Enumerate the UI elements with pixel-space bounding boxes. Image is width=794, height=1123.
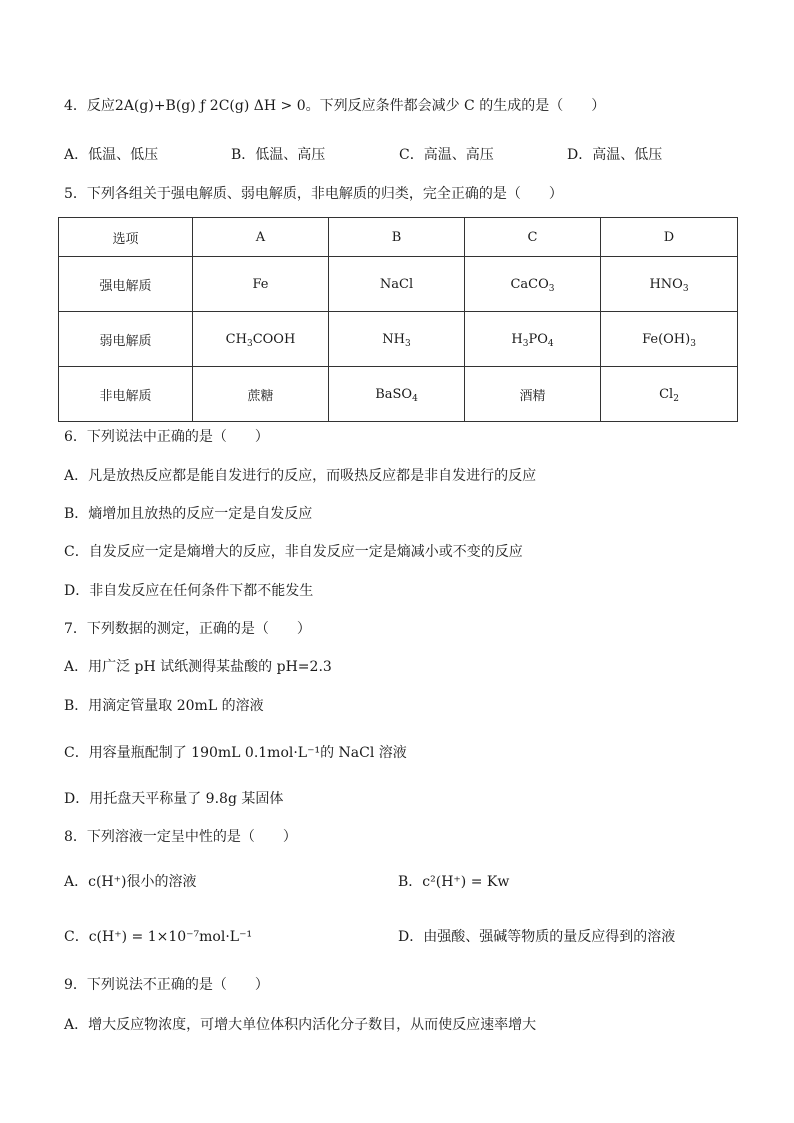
- q8-option-b: B．c²(H⁺) = Kw: [398, 874, 510, 890]
- question-9-stem: 9．下列说法不正确的是（ ）: [64, 977, 269, 993]
- table-cell: $Fe(OH)_3$: [601, 312, 738, 367]
- question-8-stem: 8．下列溶液一定呈中性的是（ ）: [64, 829, 297, 845]
- question-5-stem: 5．下列各组关于强电解质、弱电解质，非电解质的归类，完全正确的是（ ）: [64, 186, 563, 202]
- table-cell: 蔗糖: [193, 367, 329, 422]
- q4-option-c: C．高温、高压: [399, 147, 494, 163]
- table-cell: $H_3PO_4$: [465, 312, 601, 367]
- q8-option-c: C．c(H⁺) = 1×10⁻⁷mol·L⁻¹: [64, 929, 253, 945]
- header-cell: 选项: [59, 218, 193, 257]
- table-row: [59, 367, 738, 422]
- q4-option-b: B．低温、高压: [231, 147, 326, 163]
- row-label: 强电解质: [59, 257, 193, 312]
- table-row: [59, 312, 738, 367]
- q6-option-d: D．非自发反应在任何条件下都不能发生: [64, 583, 314, 599]
- q6-option-a: A．凡是放热反应都是能自发进行的反应，而吸热反应都是非自发进行的反应: [64, 468, 537, 484]
- q6-option-b: B．熵增加且放热的反应一定是自发反应: [64, 506, 313, 522]
- table-cell: $HNO_3$: [601, 257, 738, 312]
- table-cell: Fe: [193, 257, 329, 312]
- header-cell: A: [193, 218, 329, 257]
- table-cell: CaCO$_3$: [465, 257, 601, 312]
- q7-option-d: D．用托盘天平称量了 9.8g 某固体: [64, 791, 284, 807]
- q8-option-d: D．由强酸、强碱等物质的量反应得到的溶液: [398, 929, 676, 945]
- question-7-stem: 7．下列数据的测定，正确的是（ ）: [64, 621, 311, 637]
- table-cell: $Cl_2$: [601, 367, 738, 422]
- q4-option-d: D．高温、低压: [567, 147, 663, 163]
- table-cell: $CH_3COOH$: [193, 312, 329, 367]
- table-header-row: [59, 218, 738, 257]
- q8-option-a: A．c(H⁺)很小的溶液: [64, 874, 197, 890]
- row-label: 弱电解质: [59, 312, 193, 367]
- q6-option-c: C．自发反应一定是熵增大的反应，非自发反应一定是熵减小或不变的反应: [64, 544, 523, 560]
- question-4-stem: 4．反应2A(g)+B(g) ƒ 2C(g) ΔH > 0。下列反应条件都会减少 C 的生成的是（ ）: [64, 98, 606, 114]
- header-cell: C: [465, 218, 601, 257]
- q4-option-a: A．低温、低压: [64, 147, 159, 163]
- q9-option-a: A．增大反应物浓度，可增大单位体积内活化分子数目，从而使反应速率增大: [64, 1017, 537, 1033]
- row-label: 非电解质: [59, 367, 193, 422]
- table-row: [59, 257, 738, 312]
- q7-option-c: C．用容量瓶配制了 190mL 0.1mol·L⁻¹的 NaCl 溶液: [64, 745, 407, 761]
- table-cell: BaSO$_4$: [329, 367, 465, 422]
- question-6-stem: 6．下列说法中正确的是（ ）: [64, 429, 269, 445]
- table-cell: 酒精: [465, 367, 601, 422]
- table-cell: $NH_3$: [329, 312, 465, 367]
- q7-option-a: A．用广泛 pH 试纸测得某盐酸的 pH=2.3: [64, 659, 332, 675]
- header-cell: B: [329, 218, 465, 257]
- header-cell: D: [601, 218, 738, 257]
- table-cell: NaCl: [329, 257, 465, 312]
- electrolyte-table: [58, 217, 738, 422]
- q7-option-b: B．用滴定管量取 20mL 的溶液: [64, 698, 264, 714]
